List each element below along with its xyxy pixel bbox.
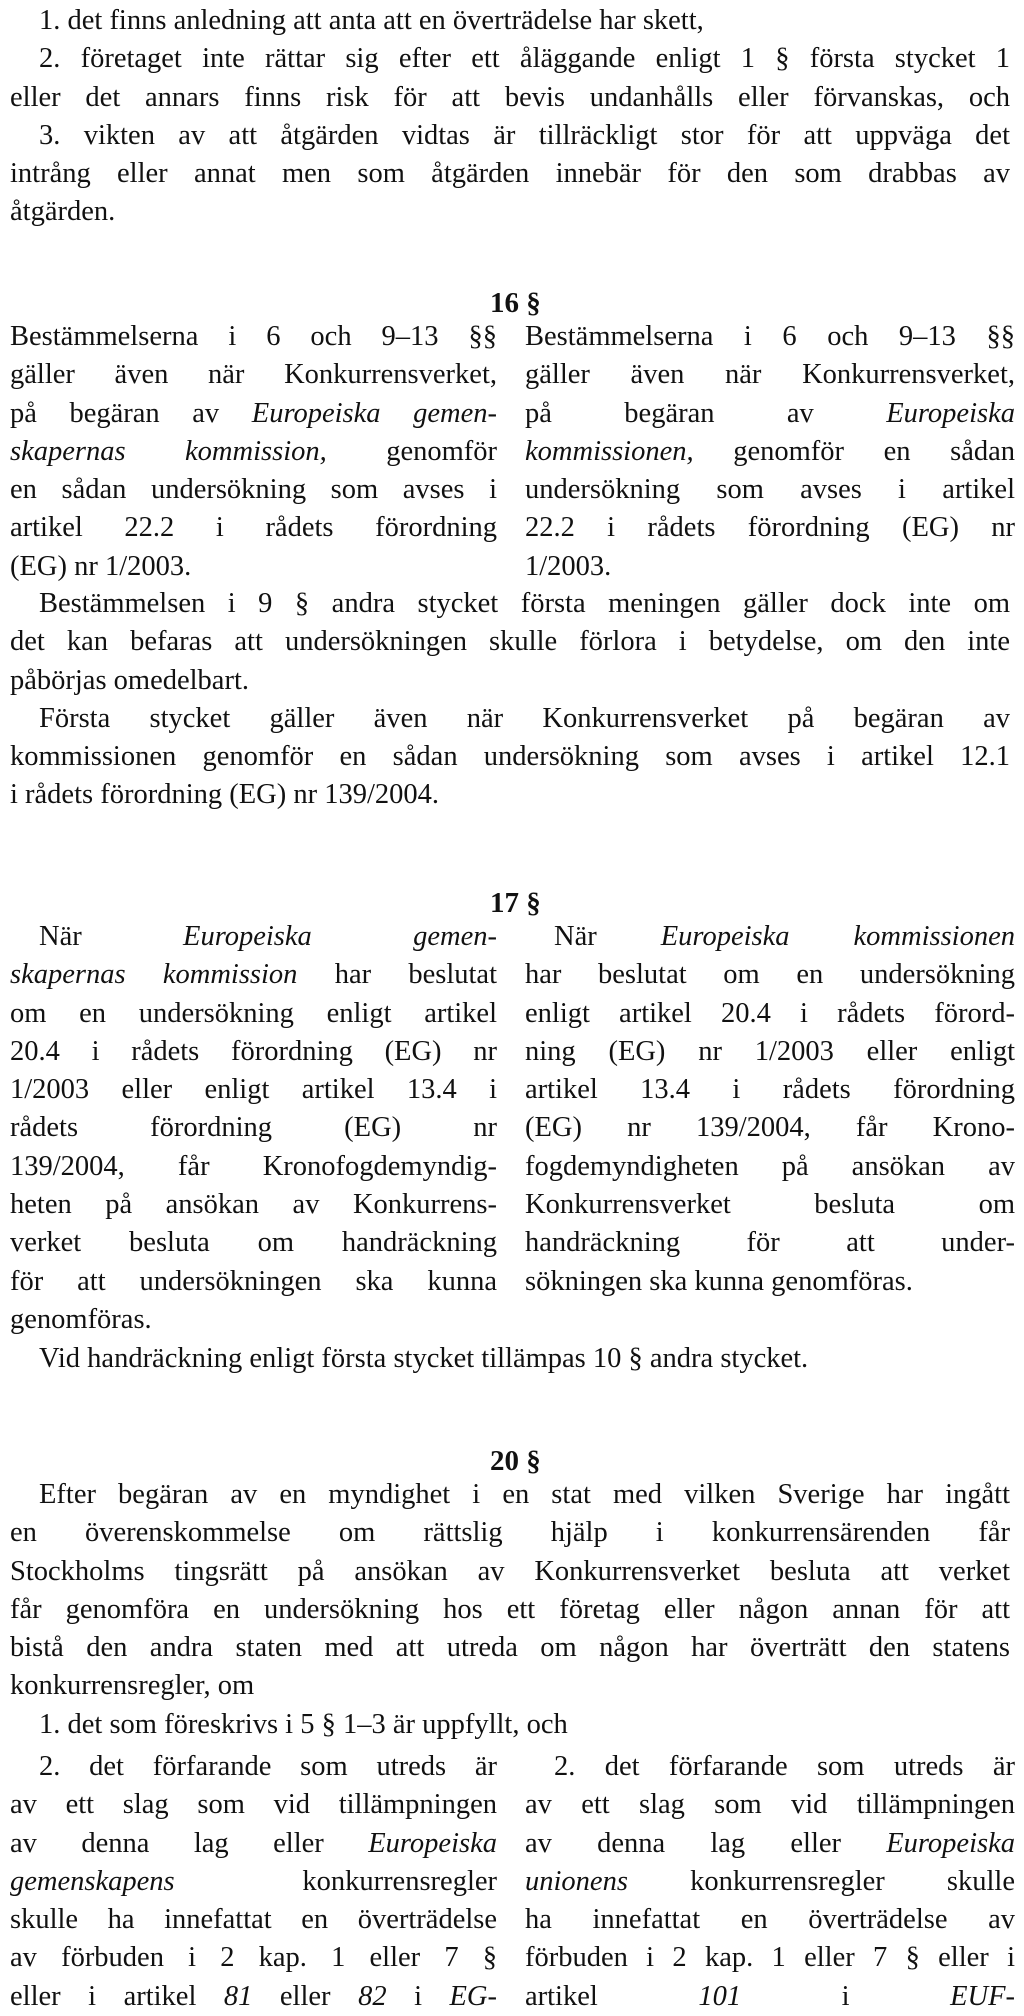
sec16-after-text <box>10 585 1010 815</box>
column-line: skapernas kommission har beslutat <box>10 959 497 991</box>
paragraph-line: Bestämmelsen i 9 § andra stycket första meningen gäller dock inte om <box>39 588 1010 619</box>
paragraph-line: i rådets förordning (EG) nr 139/2004. <box>10 779 439 811</box>
paragraph-line: får genomföra en undersökning hos ett företag eller någon annan för att <box>10 1593 1010 1625</box>
column-line: gäller även när Konkurrensverket, <box>10 359 497 391</box>
column-line: Konkurrensverket besluta om <box>525 1189 1015 1221</box>
sec17-after-text <box>10 1340 1010 1378</box>
column-line: heten på ansökan av Konkurrens- <box>10 1189 497 1221</box>
paragraph-line: Första stycket gäller även när Konkurrensverket på begäran av <box>39 702 1010 734</box>
column-line: Bestämmelserna i 6 och 9–13 §§ <box>10 321 497 352</box>
italic-text: Europeiska <box>368 1827 497 1859</box>
column-line: av ett slag som vid tillämpningen <box>525 1789 1015 1821</box>
column-line: artikel 13.4 i rådets förordning <box>525 1074 1015 1106</box>
column-line: kommissionen, genomför en sådan <box>525 435 1015 467</box>
column-line: gäller även när Konkurrensverket, <box>525 359 1015 391</box>
sec20-right-column <box>525 1748 1015 2016</box>
column-line: ning (EG) nr 1/2003 eller enligt <box>525 1035 1015 1067</box>
sec17-right-column <box>525 918 1015 1301</box>
paragraph-line: en överenskommelse om rättslig hjälp i konkurrensärenden får <box>10 1517 1010 1549</box>
italic-text: EUF- <box>950 1980 1015 2012</box>
column-line: 1/2003 eller enligt artikel 13.4 i <box>10 1074 497 1106</box>
italic-text: Europeiska gemen- <box>251 397 497 429</box>
column-line: på begäran av Europeiska <box>525 397 1015 429</box>
column-line: förbuden i 2 kap. 1 eller 7 § eller i <box>525 1942 1015 1974</box>
section-heading-17: 17 § <box>490 887 541 919</box>
paragraph-line: Stockholms tingsrätt på ansökan av Konkurrensverket besluta att verket <box>10 1555 1010 1587</box>
column-line: enligt artikel 20.4 i rådets förord- <box>525 997 1015 1029</box>
column-line: unionens konkurrensregler skulle <box>525 1865 1015 1897</box>
column-line: 2. det förfarande som utreds är <box>39 1751 497 1782</box>
column-line: av ett slag som vid tillämpningen <box>10 1789 497 1821</box>
italic-text: EG- <box>449 1980 497 2012</box>
paragraph-line: Vid handräckning enligt första stycket tillämpas 10 § andra stycket. <box>39 1343 809 1374</box>
column-line: gemenskapens konkurrensregler <box>10 1865 497 1897</box>
column-line: av förbuden i 2 kap. 1 eller 7 § <box>10 1942 497 1974</box>
italic-text: 101 <box>698 1980 742 2012</box>
column-line: sökningen ska kunna genomföras. <box>525 1265 913 1297</box>
column-line: ha innefattat en överträdelse av <box>525 1904 1015 1936</box>
paragraph-line: Efter begäran av en myndighet i en stat med vilken Sverige har ingått <box>39 1479 1010 1510</box>
paragraph-line: påbörjas omedelbart. <box>10 664 249 696</box>
list-item-continuation: åtgärden. <box>10 196 116 228</box>
italic-text: skapernas kommission, <box>10 435 327 467</box>
column-line: av denna lag eller Europeiska <box>525 1827 1015 1859</box>
italic-text: 81 <box>223 1980 253 2012</box>
italic-text: gemenskapens <box>10 1865 175 1897</box>
italic-text: 82 <box>358 1980 387 2012</box>
paragraph-line: bistå den andra staten med att utreda om någon har överträtt den statens <box>10 1632 1010 1664</box>
list-item: 1. det finns anledning att anta att en överträdelse har skett, <box>39 5 704 36</box>
column-line: för att undersökningen ska kunna <box>10 1265 497 1297</box>
column-line: fogdemyndigheten på ansökan av <box>525 1150 1015 1182</box>
paragraph-line: det kan befaras att undersökningen skulle förlora i betydelse, om den inte <box>10 626 1010 658</box>
column-line: har beslutat om en undersökning <box>525 959 1015 991</box>
list-item: 3. vikten av att åtgärden vidtas är tillräckligt stor för att uppväga det <box>39 119 1010 151</box>
paragraph-line: 1. det som föreskrivs i 5 § 1–3 är uppfyllt, och <box>39 1708 568 1740</box>
column-line: 1/2003. <box>525 550 612 582</box>
italic-text: Europeiska <box>886 397 1015 429</box>
column-line: skulle ha innefattat en överträdelse <box>10 1904 497 1936</box>
italic-text: skapernas kommission <box>10 959 298 991</box>
column-line: När Europeiska gemen- <box>39 921 497 952</box>
italic-text: Europeiska <box>886 1827 1015 1859</box>
italic-text: unionens <box>525 1865 628 1897</box>
column-line: När Europeiska kommissionen <box>554 921 1015 952</box>
section-heading-20: 20 § <box>490 1445 541 1477</box>
column-line: artikel 101 i EUF- <box>525 1980 1015 2012</box>
sec16-left-column <box>10 318 497 586</box>
column-line: 2. det förfarande som utreds är <box>554 1751 1015 1782</box>
italic-text: kommissionen, <box>525 435 694 467</box>
italic-text: Europeiska gemen- <box>183 921 497 952</box>
column-line: eller i artikel 81 eller 82 i EG- <box>10 1980 497 2012</box>
section-heading-16: 16 § <box>490 287 541 319</box>
column-line: (EG) nr 1/2003. <box>10 550 192 582</box>
column-line: (EG) nr 139/2004, får Krono- <box>525 1112 1015 1144</box>
column-line: 139/2004, får Kronofogdemyndig- <box>10 1150 497 1182</box>
column-line: 22.2 i rådets förordning (EG) nr <box>525 512 1015 544</box>
list-item-continuation: eller det annars finns risk för att bevis undanhålls eller förvanskas, och <box>10 81 1010 113</box>
column-line: en sådan undersökning som avses i <box>10 474 497 506</box>
column-line: rådets förordning (EG) nr <box>10 1112 497 1144</box>
intro-list <box>10 2 1010 232</box>
column-line: artikel 22.2 i rådets förordning <box>10 512 497 544</box>
list-item: 2. företaget inte rättar sig efter ett åläggande enligt 1 § första stycket 1 <box>39 43 1010 75</box>
sec17-left-column <box>10 918 497 1339</box>
column-line: 20.4 i rådets förordning (EG) nr <box>10 1035 497 1067</box>
sec16-right-column <box>525 318 1015 586</box>
italic-text: Europeiska kommissionen <box>660 921 1015 952</box>
column-line: genomföras. <box>10 1303 152 1335</box>
column-line: verket besluta om handräckning <box>10 1227 497 1259</box>
column-line: av denna lag eller Europeiska <box>10 1827 497 1859</box>
column-line: om en undersökning enligt artikel <box>10 997 497 1029</box>
sec20-body <box>10 1476 1010 1744</box>
column-line: undersökning som avses i artikel <box>525 474 1015 506</box>
column-line: Bestämmelserna i 6 och 9–13 §§ <box>525 321 1015 352</box>
column-line: på begäran av Europeiska gemen- <box>10 397 497 429</box>
sec20-left-column <box>10 1748 497 2016</box>
column-line: skapernas kommission, genomför <box>10 435 497 467</box>
column-line: handräckning för att under- <box>525 1227 1015 1259</box>
paragraph-line: kommissionen genomför en sådan undersökning som avses i artikel 12.1 <box>10 741 1010 773</box>
list-item-continuation: intrång eller annat men som åtgärden innebär för den som drabbas av <box>10 158 1010 190</box>
paragraph-line: konkurrensregler, om <box>10 1670 255 1702</box>
